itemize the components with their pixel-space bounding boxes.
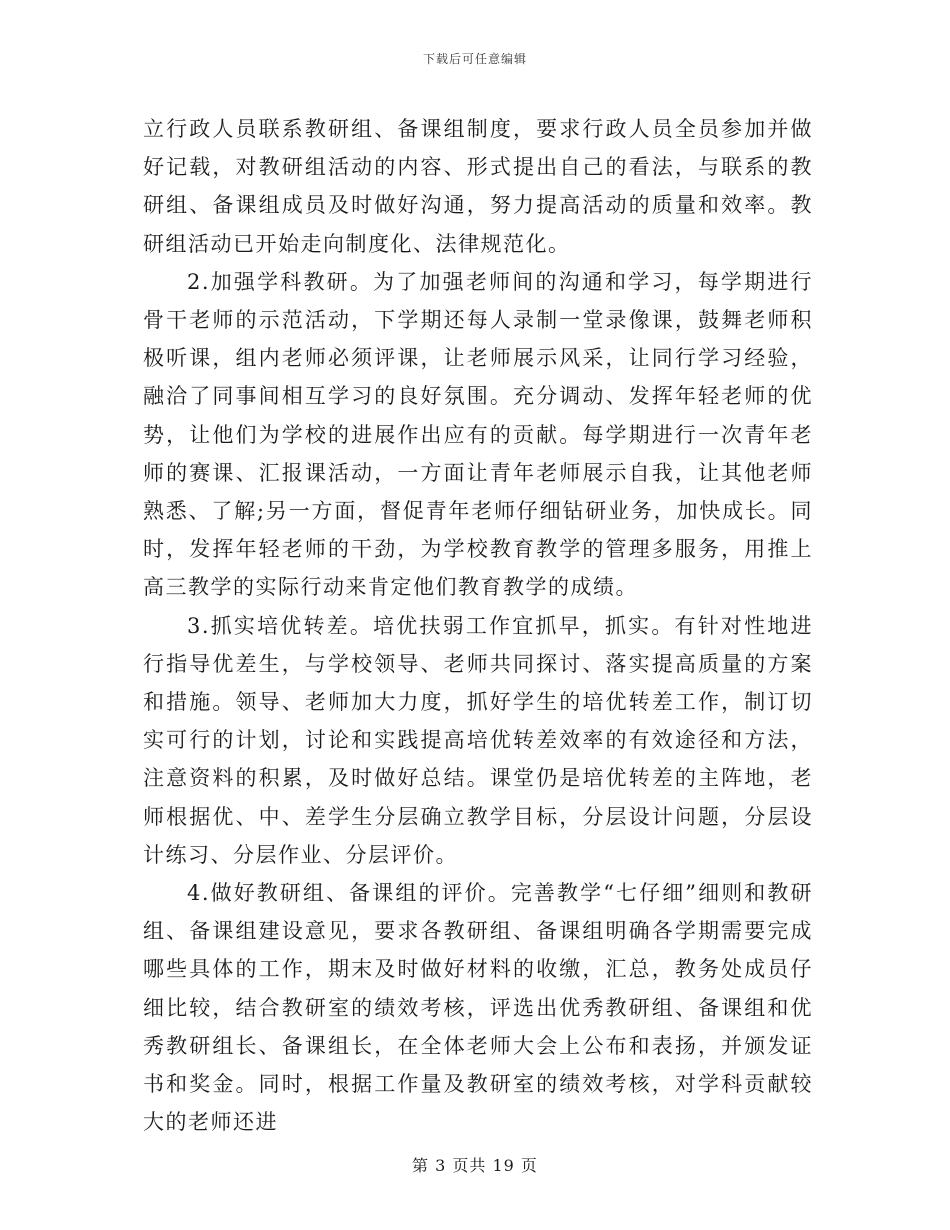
page-header: 下载后可任意编辑 <box>422 52 527 66</box>
paragraph-continuation: 立行政人员联系教研组、备课组制度，要求行政人员全员参加并做好记载，对教研组活动的内容、形式提出自己的看法，与联系的教研组、备课组成员及时做好沟通，努力提高活动的质量和效率。教研组活动已开始走向制度化、法律规范化。 <box>143 117 813 256</box>
paragraph-subject-research: 2.加强学科教研。为了加强老师间的沟通和学习，每学期进行骨干老师的示范活动，下学期还每人录制一堂录像课，鼓舞老师积极听课，组内老师必须评课，让老师展示风采，让同行学习经验，融洽了同事间相互学习的良好氛围。充分调动、发挥年轻老师的优势，让他们为学校的进展作出应有的贡献。每学期进行一次青年老师的赛课、汇报课活动，一方面让青年老师展示自我，让其他老师熟悉、了解;另一方面，督促青年老师仔细钻研业务，加快成长。同时，发挥年轻老师的干劲，为学校教育教学的管理多服务，用推上高三教学的实际行动来肯定他们教育教学的成绩。 <box>143 269 813 600</box>
paragraph-student-support: 3.抓实培优转差。培优扶弱工作宜抓早，抓实。有针对性地进行指导优差生，与学校领导、老师共同探讨、落实提高质量的方案和措施。领导、老师加大力度，抓好学生的培优转差工作，制订切实可行的计划，讨论和实践提高培优转差效率的有效途径和方法，注意资料的积累，及时做好总结。课堂仍是培优转差的主阵地，老师根据优、中、差学生分层确立教学目标，分层设计问题，分层设计练习、分层作业、分层评价。 <box>143 613 813 867</box>
paragraph-group-evaluation: 4.做好教研组、备课组的评价。完善教学“七仔细”细则和教研组、备课组建设意见，要求各教研组、备课组明确各学期需要完成哪些具体的工作，期末及时做好材料的收缴，汇总，教务处成员仔细比较，结合教研室的绩效考核，评选出优秀教研组、备课组和优秀教研组长、备课组长，在全体老师大会上公布和表扬，并颁发证书和奖金。同时，根据工作量及教研室的绩效考核，对学科贡献较大的老师还进 <box>143 881 813 1135</box>
page-number-footer: 第 3 页共 19 页 <box>412 1156 538 1175</box>
document-body <box>143 110 813 1141</box>
